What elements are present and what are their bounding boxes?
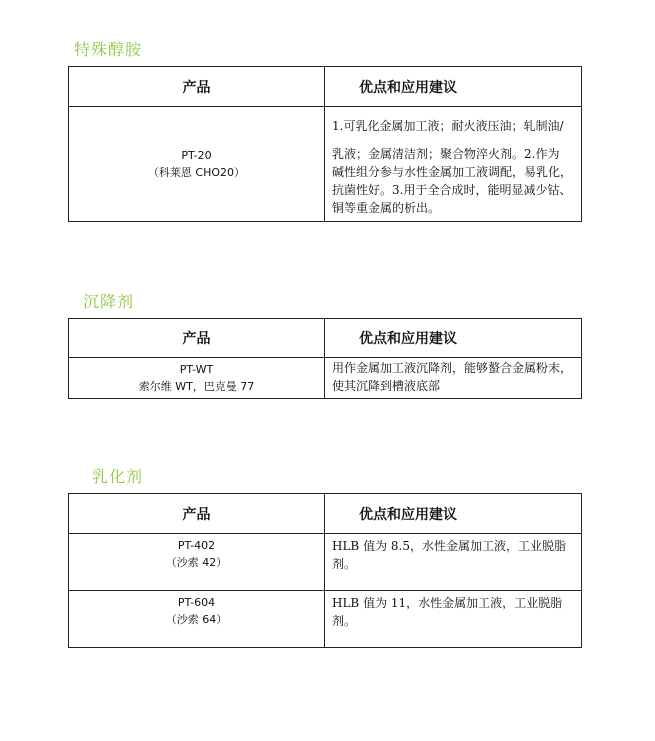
settling-agent-table bbox=[68, 318, 582, 399]
section-title-emulsifier: 乳化剂 bbox=[92, 467, 144, 486]
product-reference: （科莱恩 CHO20） bbox=[147, 166, 246, 179]
emulsifier-table bbox=[68, 493, 582, 648]
table-row bbox=[69, 534, 582, 591]
advice-line: 用作金属加工液沉降剂，能够螯合金属粉末， bbox=[332, 361, 573, 375]
table-row bbox=[69, 358, 582, 399]
advice-cell bbox=[325, 358, 582, 399]
product-reference: （沙索 42） bbox=[165, 556, 228, 569]
advice-line: 剂。 bbox=[332, 557, 357, 571]
column-header-product: 产品 bbox=[69, 319, 325, 358]
column-header-advice: 优点和应用建议 bbox=[325, 494, 582, 534]
product-cell bbox=[69, 591, 325, 648]
product-cell bbox=[69, 358, 325, 399]
column-header-product: 产品 bbox=[69, 67, 325, 107]
column-header-product: 产品 bbox=[69, 494, 325, 534]
section-title-settling-agent: 沉降剂 bbox=[83, 292, 135, 311]
product-reference: （沙索 64） bbox=[165, 613, 228, 626]
product-cell bbox=[69, 534, 325, 591]
product-code: PT-402 bbox=[177, 539, 216, 552]
product-code: PT-20 bbox=[181, 149, 212, 162]
product-code: PT-WT bbox=[179, 363, 214, 376]
advice-line: 1.可乳化金属加工液；耐火液压油；轧制油/ bbox=[332, 119, 564, 133]
advice-line: HLB 值为 8.5，水性金属加工液，工业脱脂 bbox=[332, 539, 566, 553]
table-header-row bbox=[69, 494, 582, 534]
product-reference: 索尔维 WT，巴克曼 77 bbox=[138, 380, 255, 393]
table-row bbox=[69, 591, 582, 648]
table-header-row bbox=[69, 319, 582, 358]
advice-line: 使其沉降到槽液底部 bbox=[332, 379, 441, 393]
advice-cell bbox=[325, 107, 582, 222]
advice-line: HLB 值为 11，水性金属加工液，工业脱脂 bbox=[332, 596, 563, 610]
advice-cell bbox=[325, 591, 582, 648]
advice-line: 剂。 bbox=[332, 614, 357, 628]
product-cell bbox=[69, 107, 325, 222]
table-row bbox=[69, 107, 582, 222]
advice-line: 乳液；金属清洁剂；聚合物淬火剂。2.作为 bbox=[332, 147, 560, 161]
advice-line: 抗菌性好。3.用于全合成时，能明显减少钴、 bbox=[332, 183, 572, 197]
special-alcohol-amine-table bbox=[68, 66, 582, 222]
column-header-advice: 优点和应用建议 bbox=[325, 67, 582, 107]
section-title-special-alcohol-amine: 特殊醇胺 bbox=[74, 40, 143, 59]
advice-line: 碱性组分参与水性金属加工液调配，易乳化， bbox=[332, 165, 573, 179]
product-code: PT-604 bbox=[177, 596, 216, 609]
column-header-advice: 优点和应用建议 bbox=[325, 319, 582, 358]
table-header-row bbox=[69, 67, 582, 107]
advice-cell bbox=[325, 534, 582, 591]
advice-line: 铜等重金属的析出。 bbox=[332, 201, 441, 215]
